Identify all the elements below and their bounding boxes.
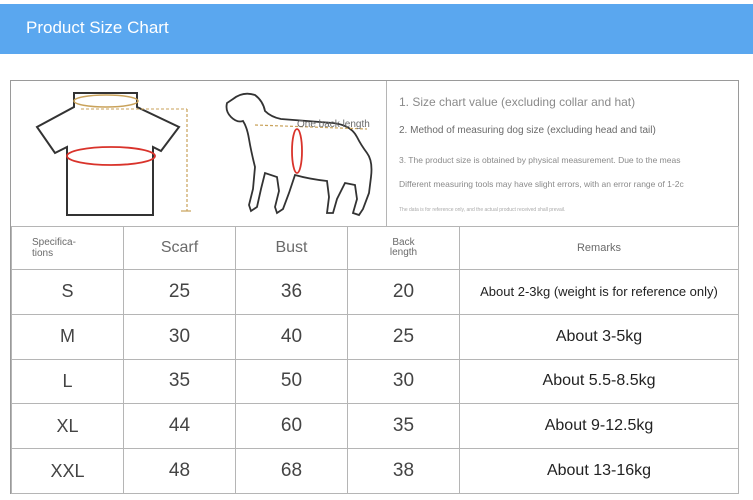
scarf-cell: 35: [124, 359, 236, 404]
measurement-illustrations: [11, 81, 387, 226]
size-cell: M: [12, 314, 124, 359]
table-row: [12, 314, 739, 359]
remarks-cell: About 13-16kg: [460, 449, 739, 494]
header-scarf: Scarf: [124, 227, 236, 270]
page-header: [0, 4, 753, 54]
note-collar: 1. Size chart value (excluding collar and hat): [399, 95, 636, 109]
collar-measure-line: [74, 95, 138, 107]
dog-chest-measure-line: [292, 129, 302, 173]
illustration-panel: [11, 81, 738, 227]
notes-panel: [387, 81, 738, 226]
shirt-icon: [37, 93, 179, 215]
header-bust: Bust: [236, 227, 348, 270]
scarf-cell: 44: [124, 404, 236, 449]
header-remarks: Remarks: [460, 227, 739, 270]
table-header-row: [12, 227, 739, 270]
note-reference-only: The data is for reference only, and the actual product received shall prevail.: [399, 207, 566, 213]
size-cell: L: [12, 359, 124, 404]
size-cell: XL: [12, 404, 124, 449]
note-measuring-method: 2. Method of measuring dog size (excluding head and tail): [399, 125, 656, 136]
header-specifications: Specifica- tions: [12, 227, 124, 270]
bust-cell: 40: [236, 314, 348, 359]
table-row: [12, 359, 739, 404]
back-length-cell: 30: [348, 359, 460, 404]
bust-cell: 68: [236, 449, 348, 494]
table-row: [12, 404, 739, 449]
bust-cell: 50: [236, 359, 348, 404]
table-row: [12, 270, 739, 315]
size-chart: [10, 80, 739, 494]
remarks-cell: About 5.5-8.5kg: [460, 359, 739, 404]
remarks-cell: About 9-12.5kg: [460, 404, 739, 449]
bust-cell: 36: [236, 270, 348, 315]
remarks-cell: About 3-5kg: [460, 314, 739, 359]
scarf-cell: 48: [124, 449, 236, 494]
table-row: [12, 449, 739, 494]
back-length-cell: 38: [348, 449, 460, 494]
scarf-cell: 25: [124, 270, 236, 315]
back-length-cell: 35: [348, 404, 460, 449]
header-back-length: Back length: [348, 227, 460, 270]
back-length-cell: 25: [348, 314, 460, 359]
remarks-cell: About 2-3kg (weight is for reference only): [460, 270, 739, 315]
size-cell: S: [12, 270, 124, 315]
scarf-cell: 30: [124, 314, 236, 359]
size-table: [11, 226, 739, 494]
garment-diagram: [11, 81, 386, 226]
back-length-cell: 20: [348, 270, 460, 315]
bust-cell: 60: [236, 404, 348, 449]
note-measuring-error: Different measuring tools may have slight errors, with an error range of 1-2c: [399, 179, 684, 189]
page-title: Product Size Chart: [26, 18, 169, 37]
back-length-label: One back length: [297, 119, 370, 130]
size-cell: XXL: [12, 449, 124, 494]
chest-measure-line: [67, 147, 155, 165]
note-physical-measurement: 3. The product size is obtained by physical measurement. Due to the meas: [399, 155, 681, 165]
dog-icon: [227, 94, 372, 215]
